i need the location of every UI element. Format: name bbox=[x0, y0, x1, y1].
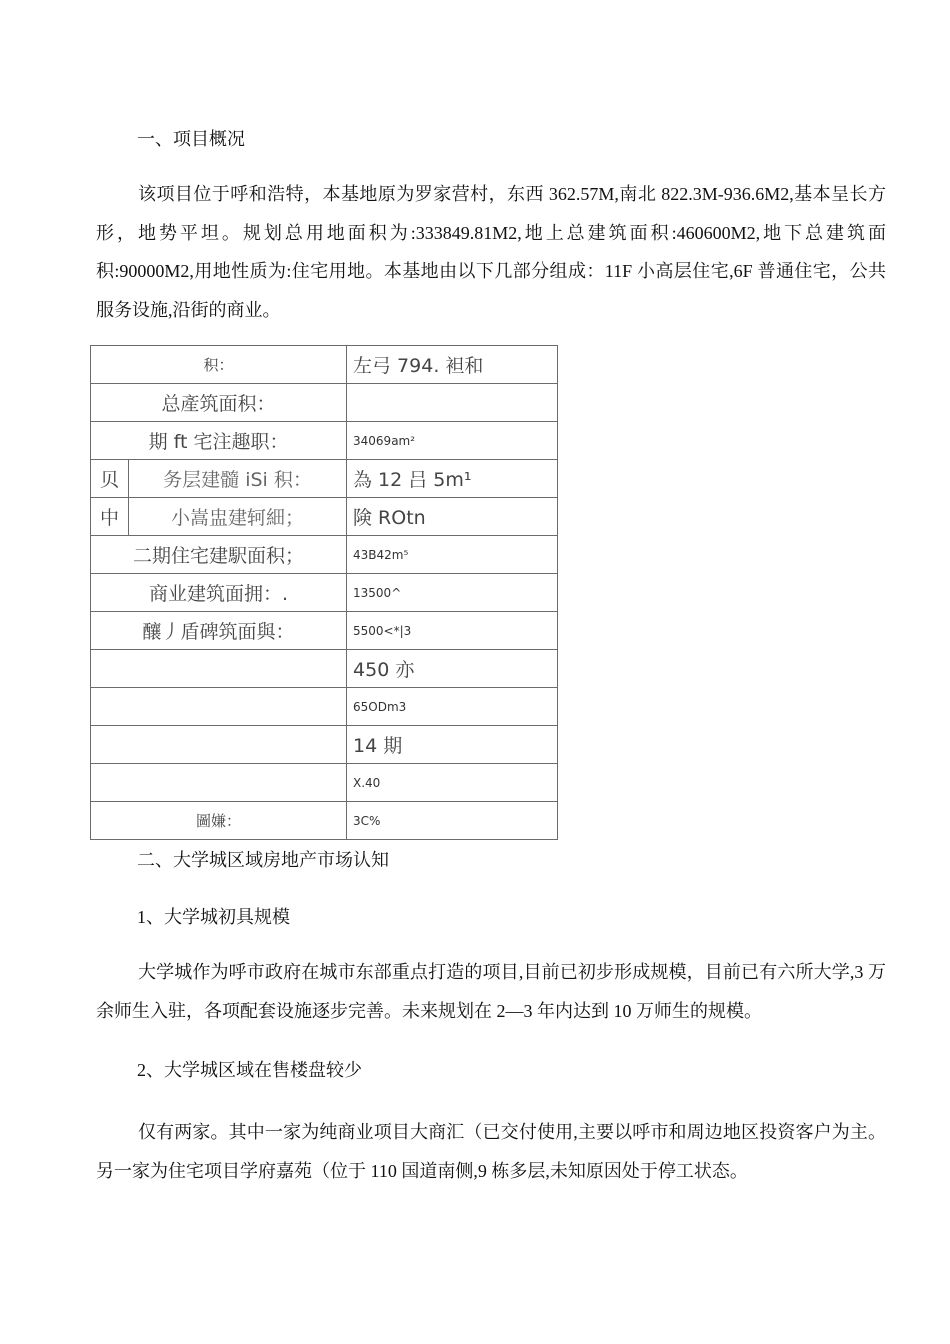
table-label: 釀丿盾碑筑面與： bbox=[91, 612, 347, 650]
table-label: 小嵩盅建轲細； bbox=[129, 498, 347, 536]
subsection1-heading: 1、大学城初具规模 bbox=[137, 907, 290, 927]
table-row bbox=[91, 688, 558, 726]
section1-heading: 一、项目概况 bbox=[137, 129, 245, 149]
table-value: 左弓 794. 袒和 bbox=[347, 346, 558, 384]
table-value: 為 12 吕 5m¹ bbox=[347, 460, 558, 498]
table-row bbox=[91, 422, 558, 460]
table-label bbox=[91, 764, 347, 802]
table-label: 圖嫌： bbox=[91, 802, 347, 840]
table-label: 二期住宅建駅面积； bbox=[91, 536, 347, 574]
subsection1-paragraph: 大学城作为呼市政府在城市东部重点打造的项目,目前已初步形成规模，目前已有六所大学,3 万余师生入驻，各项配套设施逐步完善。未来规划在 2—3 年内达到 10 万师生的规模。 bbox=[96, 962, 886, 1021]
section1-paragraph: 该项目位于呼和浩特，本基地原为罗家营村，东西 362.57M,南北 822.3M-936.6M2,基本呈长方形，地势平坦。规划总用地面积为:333849.81M2,地上总建筑面积:460600M2,地下总建筑面积:90000M2,用地性质为:住宅用地。本基地由以下几部分组成：11F 小高层住宅,6F 普通住宅，公共服务设施,沿街的商业。 bbox=[96, 184, 886, 320]
table-row bbox=[91, 650, 558, 688]
table-row bbox=[91, 346, 558, 384]
table-label: 务层建髓 iSi 积： bbox=[129, 460, 347, 498]
table-row bbox=[91, 460, 558, 498]
table-label: 商业建筑面拥：. bbox=[91, 574, 347, 612]
table-label: 积： bbox=[91, 346, 347, 384]
table-value: 13500^ bbox=[347, 574, 558, 612]
table-row bbox=[91, 536, 558, 574]
table-value: 3C% bbox=[347, 802, 558, 840]
table-value: 34069am² bbox=[347, 422, 558, 460]
table-value: 5500<*|3 bbox=[347, 612, 558, 650]
table-label bbox=[91, 726, 347, 764]
table-side-label: 中 bbox=[91, 498, 129, 536]
table-row bbox=[91, 498, 558, 536]
table-value bbox=[347, 384, 558, 422]
table-value: 険 ROtn bbox=[347, 498, 558, 536]
subsection2-heading: 2、大学城区域在售楼盘较少 bbox=[137, 1060, 362, 1080]
table-row bbox=[91, 574, 558, 612]
table-label: 总產筑面积： bbox=[91, 384, 347, 422]
table-row bbox=[91, 764, 558, 802]
section2-heading: 二、大学城区域房地产市场认知 bbox=[137, 850, 389, 870]
table-side-label: 贝 bbox=[91, 460, 129, 498]
table-row bbox=[91, 802, 558, 840]
table-label: 期 ft 宅注趣职： bbox=[91, 422, 347, 460]
table-value: 450 亦 bbox=[347, 650, 558, 688]
table-row bbox=[91, 612, 558, 650]
table-value: 43B42m⁵ bbox=[347, 536, 558, 574]
table-value: 14 期 bbox=[347, 726, 558, 764]
table-label bbox=[91, 688, 347, 726]
subsection2-paragraph: 仅有两家。其中一家为纯商业项目大商汇（已交付使用,主要以呼市和周边地区投资客户为主。另一家为住宅项目学府嘉苑（位于 110 国道南侧,9 栋多层,未知原因处于停工状态。 bbox=[96, 1122, 886, 1181]
table-label bbox=[91, 650, 347, 688]
table-value: 65ODm3 bbox=[347, 688, 558, 726]
table-value: X.40 bbox=[347, 764, 558, 802]
table-row bbox=[91, 726, 558, 764]
project-data-table bbox=[90, 345, 558, 840]
table-row bbox=[91, 384, 558, 422]
